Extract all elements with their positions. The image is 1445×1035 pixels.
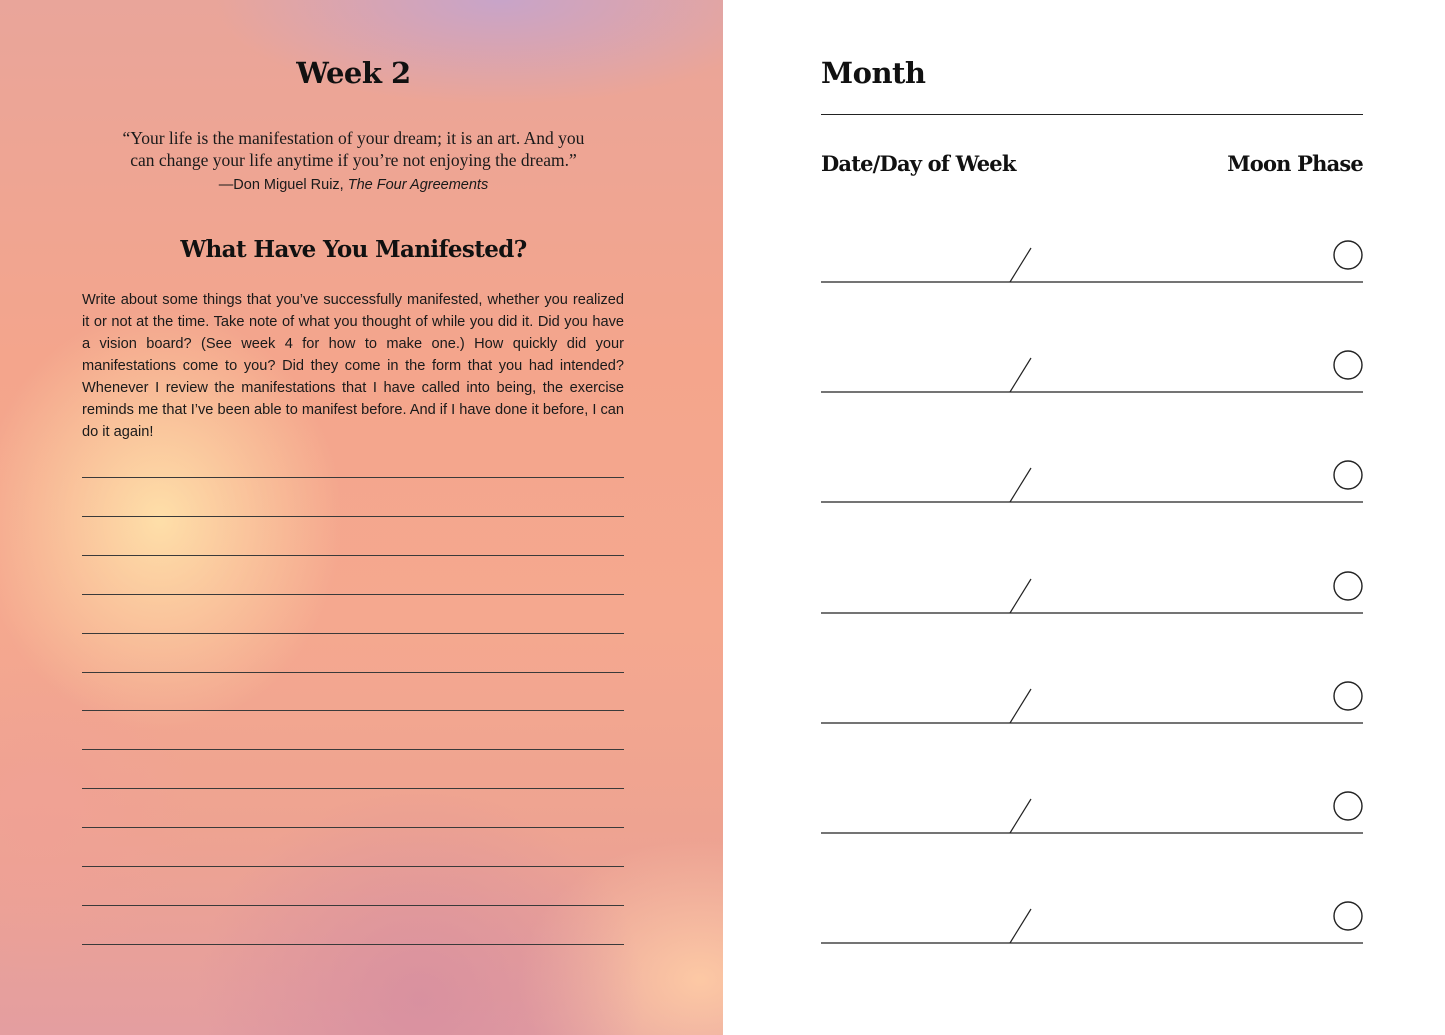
writing-line[interactable] xyxy=(82,633,624,634)
writing-line[interactable] xyxy=(82,710,624,711)
moon-phase-circle-icon[interactable] xyxy=(1334,351,1362,379)
day-entry-row[interactable] xyxy=(821,456,1363,506)
writing-line[interactable] xyxy=(82,866,624,867)
section-title: What Have You Manifested? xyxy=(180,236,527,263)
day-entry-row[interactable] xyxy=(821,567,1363,617)
day-entry-row[interactable] xyxy=(821,677,1363,727)
entry-row-graphic xyxy=(821,456,1363,506)
quote xyxy=(100,127,607,171)
day-entry-row[interactable] xyxy=(821,346,1363,396)
day-entry-row[interactable] xyxy=(821,897,1363,947)
entry-row-graphic xyxy=(821,346,1363,396)
date-day-separator-slash xyxy=(1010,799,1031,833)
writing-line[interactable] xyxy=(82,516,624,517)
date-day-separator-slash xyxy=(1010,909,1031,943)
moon-phase-circle-icon[interactable] xyxy=(1334,792,1362,820)
date-day-separator-slash xyxy=(1010,579,1031,613)
entry-row-graphic xyxy=(821,787,1363,837)
attribution-book-title: The Four Agreements xyxy=(347,177,489,193)
date-day-separator-slash xyxy=(1010,689,1031,723)
month-write-line[interactable] xyxy=(821,114,1363,115)
month-title: Month xyxy=(821,56,926,90)
entry-row-graphic xyxy=(821,567,1363,617)
writing-line[interactable] xyxy=(82,749,624,750)
moon-phase-circle-icon[interactable] xyxy=(1334,461,1362,489)
quote-line-1: “Your life is the manifestation of your dream; it is an art. And you xyxy=(122,128,585,148)
day-entry-row[interactable] xyxy=(821,236,1363,286)
day-entry-row[interactable] xyxy=(821,787,1363,837)
writing-line[interactable] xyxy=(82,905,624,906)
entry-row-graphic xyxy=(821,677,1363,727)
moon-phase-column-header: Moon Phase xyxy=(1227,151,1363,176)
writing-line[interactable] xyxy=(82,555,624,556)
moon-phase-circle-icon[interactable] xyxy=(1334,241,1362,269)
moon-phase-circle-icon[interactable] xyxy=(1334,572,1362,600)
writing-line[interactable] xyxy=(82,944,624,945)
quote-attribution xyxy=(100,177,607,193)
moon-phase-circle-icon[interactable] xyxy=(1334,682,1362,710)
writing-line[interactable] xyxy=(82,477,624,478)
week-title: Week 2 xyxy=(296,56,411,90)
writing-line[interactable] xyxy=(82,788,624,789)
entry-row-graphic xyxy=(821,236,1363,286)
date-day-separator-slash xyxy=(1010,248,1031,282)
quote-line-2: can change your life anytime if you’re not enjoying the dream.” xyxy=(130,150,577,170)
writing-line[interactable] xyxy=(82,594,624,595)
right-page xyxy=(723,0,1445,1035)
writing-line[interactable] xyxy=(82,672,624,673)
entry-row-graphic xyxy=(821,897,1363,947)
prompt-body: Write about some things that you’ve successfully manifested, whether you realized it or not at the time. Take note of what you thought of while you did it. Did you have a vision board? (See week 4 for how to make one.) How quickly did your manifestations come to you? Did they come in the form that you had intended? Whenever I review the manifestations that I have called into being, the exercise reminds me that I’ve been able to manifest before. And if I have done it before, I can do it again! xyxy=(82,292,624,440)
date-day-separator-slash xyxy=(1010,468,1031,502)
moon-phase-circle-icon[interactable] xyxy=(1334,902,1362,930)
attribution-author: —Don Miguel Ruiz, xyxy=(218,177,348,193)
date-day-separator-slash xyxy=(1010,358,1031,392)
writing-line[interactable] xyxy=(82,827,624,828)
date-column-header: Date/Day of Week xyxy=(821,151,1016,176)
